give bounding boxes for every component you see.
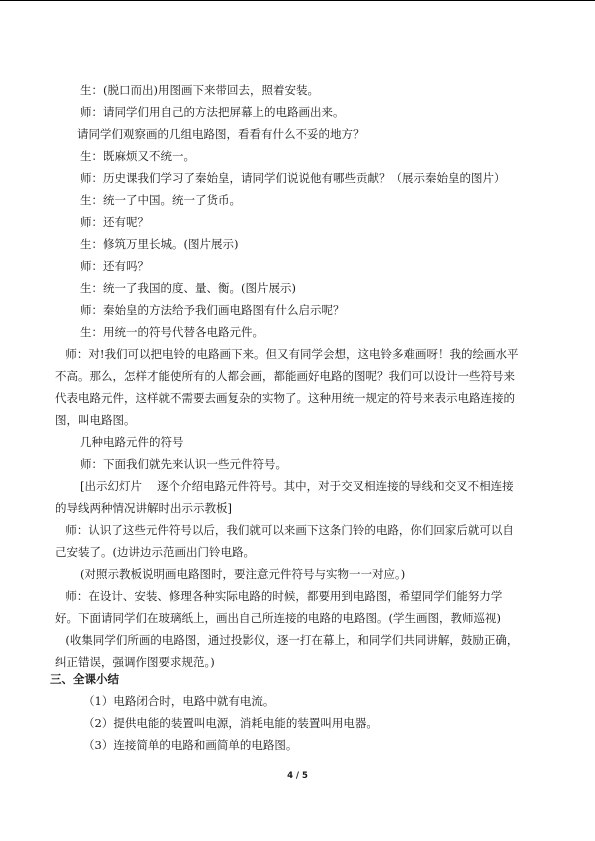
paragraph: 师：认识了这些元件符号以后，我们就可以来画下这条门铃的电路，你们回家后就可以自己安装了。(边讲边示范画出门铃电路。 bbox=[55, 523, 514, 559]
paragraph: 师：对!我们可以把电铃的电路画下来。但又有同学会想，这电铃多难画呀！我的绘画水平不高。那么，怎样才能使所有的人都会画，都能画好电路的图呢？我们可以设计一些符号来代表电路元件，这样就不需要去画复杂的实物了。这种用统一规定的符号来表示电路连接的图，叫电路图。 bbox=[55, 347, 519, 427]
paragraph: 生：(脱口而出)用图画下来带回去，照着安装。 bbox=[80, 83, 319, 97]
paragraph: 师：在设计、安装、修理各种实际电路的时候，都要用到电路图，希望同学们能努力学好。下面请同学们在玻璃纸上，画出自己所连接的电路的电路图。(学生画图，教师巡视) bbox=[55, 589, 503, 625]
paragraph: (收集同学们所画的电路图，通过投影仪，逐一打在幕上，和同学们共同讲解，鼓励正确，纠正错误，强调作图要求规范。) bbox=[55, 633, 519, 669]
paragraph: 请同学们观察画的几组电路图，看看有什么不妥的地方？ bbox=[77, 127, 365, 141]
paragraph: [出示幻灯片 逐个介绍电路元件符号。其中，对于交叉相连接的导线和交叉不相连接的导线两种情况讲解时出示示教板] bbox=[55, 479, 514, 515]
header-rule bbox=[0, 0, 595, 1]
body-text bbox=[55, 79, 542, 673]
paragraph: 师：下面我们就先来认识一些元件符号。 bbox=[80, 457, 287, 471]
paragraph: 生：用统一的符号代替各电路元件。 bbox=[80, 325, 264, 339]
paragraph: 生：既麻烦又不统一。 bbox=[80, 149, 195, 163]
paragraph: 生：统一了中国。统一了货币。 bbox=[80, 193, 241, 207]
paragraph: 生：统一了我国的度、量、衡。(图片展示) bbox=[80, 281, 296, 295]
section-heading: 三、全课小结 bbox=[50, 672, 119, 686]
paragraph: 师：历史课我们学习了秦始皇，请同学们说说他有哪些贡献？（展示秦始皇的图片） bbox=[80, 171, 506, 185]
paragraph: 师：秦始皇的方法给予我们画电路图有什么启示呢？ bbox=[80, 303, 345, 317]
paragraph: 生：修筑万里长城。(图片展示) bbox=[80, 237, 239, 251]
paragraph: 几种电路元件的符号 bbox=[80, 435, 184, 449]
summary-list bbox=[83, 690, 543, 756]
paragraph: 师：还有呢？ bbox=[80, 215, 149, 229]
summary-item: （1）电路闭合时，电路中就有电流。 bbox=[83, 694, 275, 708]
paragraph: 师：还有吗？ bbox=[80, 259, 149, 273]
summary-item: （3）连接简单的电路和画简单的电路图。 bbox=[83, 738, 298, 752]
page-number: 4 / 5 bbox=[287, 771, 308, 781]
paragraph: 师：请同学们用自己的方法把屏幕上的电路画出来。 bbox=[80, 105, 345, 119]
summary-item: （2）提供电能的装置叫电源，消耗电能的装置叫用电器。 bbox=[83, 716, 378, 730]
paragraph: (对照示教板说明画电路图时，要注意元件符号与实物一一对应。) bbox=[80, 567, 406, 581]
